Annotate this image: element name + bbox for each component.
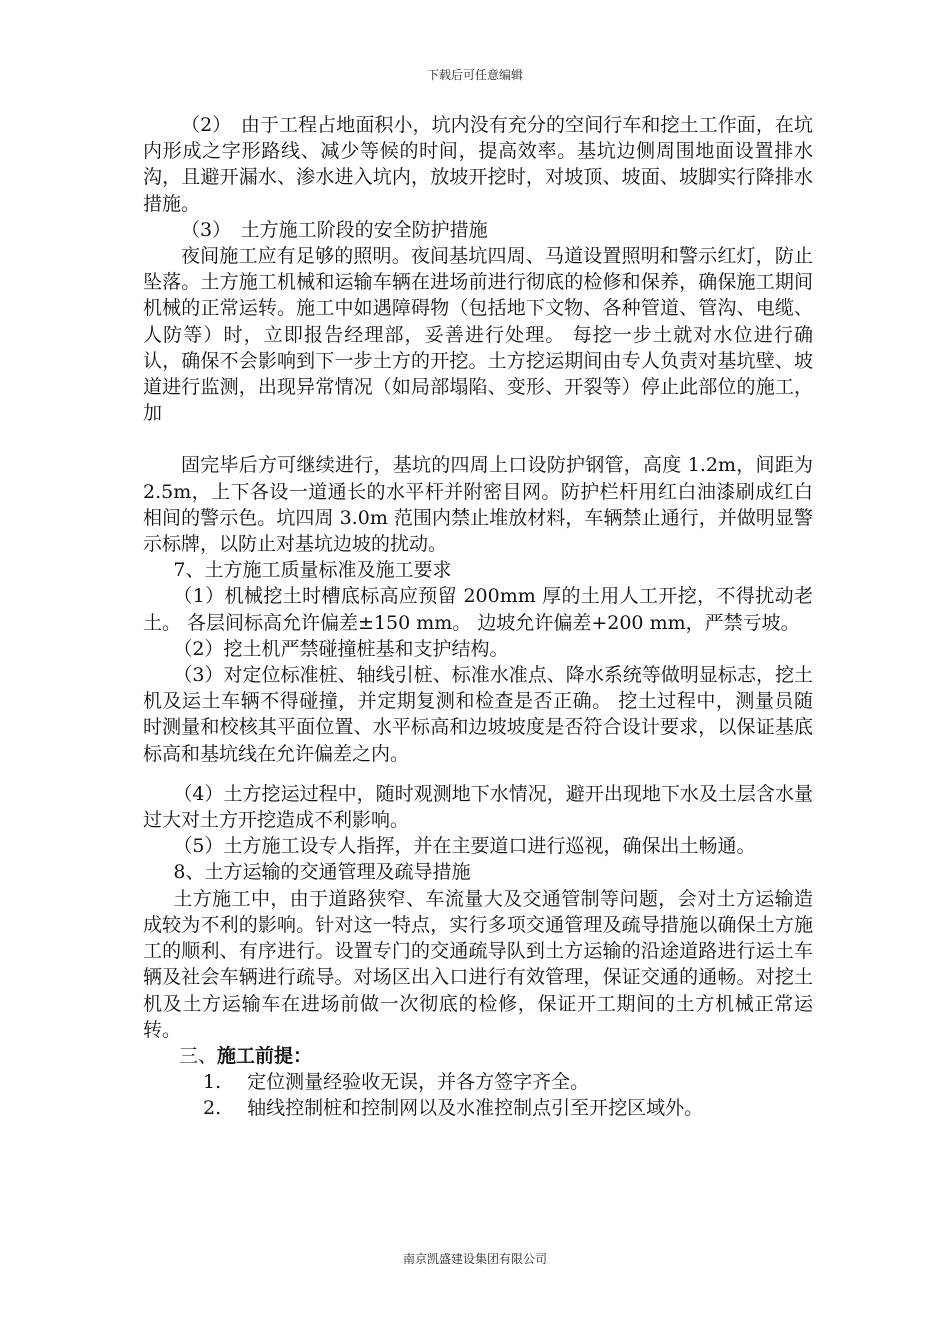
document-body (143, 112, 813, 1122)
paragraph-gap (143, 767, 813, 781)
paragraph-quality-2: （2）挖土机严禁碰撞桩基和支护结构。 (173, 637, 509, 660)
list-item (143, 1069, 813, 1095)
paragraph-quality-4: （4）土方挖运过程中，随时观测地下水情况，避开出现地下水及土层含水量过大对土方开挖造成不利影响。 (143, 782, 813, 832)
paragraph-night-work: 夜间施工应有足够的照明。夜间基坑四周、马道设置照明和警示红灯，防止坠落。土方施工机械和运输车辆在进场前进行彻底的检修和保养，确保施工期间机械的正常运转。施工中如遇障碍物（包括地下文物、各种管道、管沟、电缆、人防等）时，立即报告经理部，妥善进行处理。 每挖一步土就对水位进行确认，确保不会影响到下一步土方的开挖。土方挖运期间由专人负责对基坑壁、坡道进行监测，出现异常情况（如局部塌陷、变形、开裂等）停止此部位的施工，加 (143, 245, 813, 425)
paragraph-quality-5: （5）土方施工设专人指挥，并在主要道口进行巡视，确保出土畅通。 (173, 835, 756, 858)
list-item-text: 定位测量经验收无误，并各方签字齐全。 (247, 1071, 590, 1094)
paragraph-traffic: 土方施工中，由于道路狭窄、车流量大及交通管制等问题，会对土方运输造成较为不利的影响。针对这一特点，实行多项交通管理及疏导措施以确保土方施工的顺利、有序进行。设置专门的交通疏导队到土方运输的沿途道路进行运土车辆及社会车辆进行疏导。对场区出入口进行有效管理，保证交通的通畅。对挖土机及土方运输车在进场前做一次彻底的检修，保证开工期间的土方机械正常运转。 (143, 887, 813, 1041)
section-3-heading (143, 1043, 813, 1069)
page-header: 下载后可任意编辑 (426, 68, 523, 82)
section-3-title: 施工前提： (217, 1044, 313, 1067)
paragraph-quality-1: （1）机械挖土时槽底标高应预留 200mm 厚的土用人工开挖，不得扰动老土。 各层间标高允许偏差±150 mm。 边坡允许偏差+200 mm，严禁亏坡。 (143, 585, 813, 634)
section-3-prefix: 三、 (179, 1044, 218, 1067)
section-7-heading: 7、土方施工质量标准及施工要求 (173, 559, 452, 582)
paragraph-safety-heading: （3） 土方施工阶段的安全防护措施 (181, 218, 488, 241)
list-item-number: 2. (203, 1097, 222, 1120)
page-footer: 南京凯盛建设集团有限公司 (402, 1252, 547, 1266)
paragraph-gap (143, 426, 813, 452)
paragraph-quality-3: （3）对定位标准桩、轴线引桩、标准水准点、降水系统等做明显标志，挖土机及运土车辆不得碰撞，并定期复测和检查是否正确。 挖土过程中，测量员随时测量和校核其平面位置、水平标高和边坡坡度是否符合设计要求，以保证基底标高和基坑线在允许偏差之内。 (143, 664, 813, 765)
list-item (143, 1095, 813, 1121)
section-8-heading: 8、土方运输的交通管理及疏导措施 (173, 861, 471, 884)
list-item-number: 1. (203, 1071, 222, 1094)
list-item-text: 轴线控制桩和控制网以及水准控制点引至开挖区域外。 (247, 1097, 704, 1120)
paragraph-drainage: （2） 由于工程占地面积小，坑内没有充分的空间行车和挖土工作面，在坑内形成之字形路线、减少等候的时间，提高效率。基坑边侧周围地面设置排水沟，且避开漏水、渗水进入坑内，放坡开挖时，对坡顶、坡面、坡脚实行降排水措施。 (143, 114, 813, 215)
paragraph-guardrail: 固完毕后方可继续进行，基坑的四周上口设防护钢管，高度 1.2m，间距为 2.5m，上下各设一道通长的水平杆并附密目网。防护栏杆用红白油漆刷成红白相间的警示色。坑四周 3.0m 范围内禁止堆放材料，车辆禁止通行，并做明显警示标牌，以防止对基坑边坡的扰动。 (143, 454, 813, 556)
